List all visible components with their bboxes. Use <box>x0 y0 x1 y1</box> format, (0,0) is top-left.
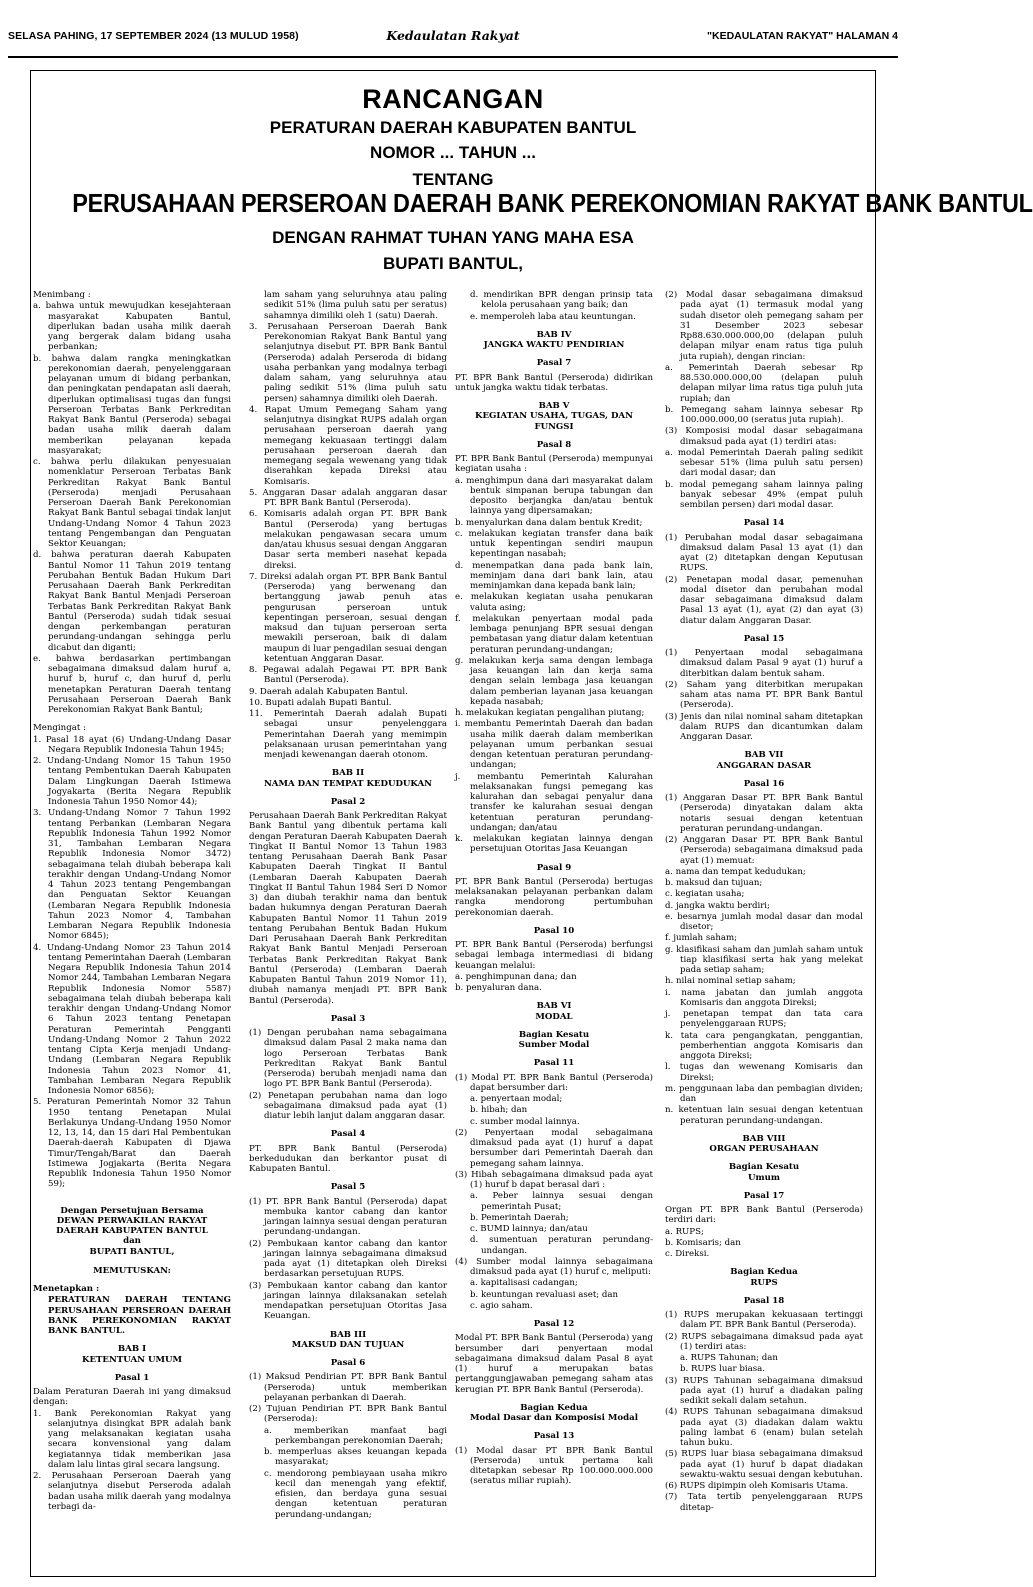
mengingat-2: 2. Undang-Undang Nomor 15 Tahun 1950 tentang Pembentukan Daerah Kabupaten Dalam Lingkungan Daerah Istimewa Jogyakarta (Berita Negara Republik Indonesia Tahun 1950 Nomor 44); <box>33 756 231 807</box>
definition-4: 4. Rapat Umum Pemegang Saham yang selanjutnya disingkat RUPS adalah organ perusahaan perseroan daerah yang memegang kekuasaan tertinggi dalam perusahaan perseroan daerah dan memegang segala wewenang yang tidak diserahkan kepada Direksi atau Komisaris. <box>249 404 447 487</box>
pasal-16-i: i. nama jabatan dan jumlah anggota Komisaris dan anggota Direksi; <box>665 987 863 1008</box>
pasal-18-ayat-4: (4) RUPS Tahunan sebagaimana dimaksud pada ayat (3) diadakan dalam waktu paling lambat 6 (enam) bulan setelah tahun buku. <box>665 1407 863 1448</box>
definition-7: 7. Direksi adalah organ PT. BPR Bank Bantul (Perseroda) yang berwenang dan bertanggung jawab penuh atas pengurusan perseroan untuk kepentingan perseroan, sesuai dengan maksud dan tujuan perseroan serta mewakili perseroan, baik di dalam maupun di luar pengadilan sesuai dengan ketentuan Anggaran Dasar. <box>249 571 447 664</box>
title-rahmat: DENGAN RAHMAT TUHAN YANG MAHA ESA <box>272 228 634 247</box>
pasal-6-ayat-2-c: c. mendorong pembiayaan usaha mikro kecil dan menengah yang efektif, efisien, dan berdaya guna sesuai dengan ketentuan peraturan perundang-undangan; <box>264 1468 447 1520</box>
definition-9: 9. Daerah adalah Kabupaten Bantul. <box>249 686 408 697</box>
pasal-14-ayat-1: (1) Perubahan modal dasar sebagaimana dimaksud dalam Pasal 13 ayat (1) dan ayat (2) ditetapkan dengan Keputusan RUPS. <box>665 532 863 574</box>
pasal-18-ayat-6: (6) RUPS dipimpin oleh Komisaris Utama. <box>665 1481 849 1491</box>
bagian-kesatu-umum-title: Umum <box>748 1172 780 1183</box>
pasal-16-m: m. penggunaan laba dan pembagian dividen; dan <box>665 1083 863 1104</box>
pasal-16-e: e. besarnya jumlah modal dasar dan modal disetor; <box>665 911 863 932</box>
pasal-11-ayat-4-a: a. kapitalisasi cadangan; <box>470 1278 578 1289</box>
pasal-16-b: b. maksud dan tujuan; <box>665 878 763 888</box>
bagian-kesatu-title: Sumber Modal <box>518 1040 590 1050</box>
pasal-13: Pasal 13 <box>533 1431 575 1442</box>
pasal-17-text: Organ PT. BPR Bank Bantul (Perseroda) terdiri dari: <box>665 1205 863 1226</box>
masthead <box>8 28 898 50</box>
title-tentang: TENTANG <box>412 170 494 189</box>
newspaper-logo: Kedaulatan Rakyat <box>386 28 520 43</box>
pasal-9-text: PT. BPR Bank Bantul (Perseroda) bertugas melaksanakan pelayanan perbankan dalam rangka mendorong pertumbuhan perekonomian daerah. <box>455 876 653 918</box>
pasal-7: Pasal 7 <box>536 358 572 369</box>
persetujuan-line-3: DAERAH KABUPATEN BANTUL <box>56 1226 208 1236</box>
title-subject: PERUSAHAAN PERSEROAN DAERAH BANK PEREKONOMIAN RAKYAT BANK BANTUL <box>72 188 1033 218</box>
pasal-3-ayat-1: (1) Dengan perubahan nama sebagaimana dimaksud dalam Pasal 2 maka nama dan logo Perseroan Terbatas Bank Perkreditan Rakyat Bank Bantul (Perseroda) berubah menjadi nama dan logo PT. BPR Bank Bantul (Perseroda). <box>249 1028 447 1090</box>
column-4 <box>665 290 863 1576</box>
pasal-13-ayat-3: (3) Komposisi modal dasar sebagaimana dimaksud pada ayat (1) terdiri atas: <box>665 426 863 447</box>
persetujuan-line-2: DEWAN PERWAKILAN RAKYAT <box>56 1215 208 1226</box>
menimbang-d: d. bahwa peraturan daerah Kabupaten Bantul Nomor 11 Tahun 2019 tentang Perubahan Bentuk Badan Hukum Dari Perusahaan Daerah Bank Perkreditan Rakyat Bank Bantul Menjadi Perseroan Terbatas Bank Perkreditan Rakyat Bank Bantul (Perseroda) sudah tidak sesuai dengan perkembangan peraturan perundang-undangan sehingga perlu dicabut dan diganti; <box>33 550 231 653</box>
pasal-11-ayat-2: (2) Penyertaan modal sebagaimana dimaksud pada ayat (1) huruf a dapat bersumber dari Pemerintah Daerah dan pemegang saham lainnya. <box>455 1127 653 1169</box>
definition-8: 8. Pegawai adalah Pegawai PT. BPR Bank Bantul (Perseroda). <box>249 665 447 686</box>
pasal-1: Pasal 1 <box>114 1372 150 1383</box>
pasal-8-d: d. menempatkan dana pada bank lain, meminjam dana dari bank lain, atau meminjamkan dana kepada bank lain; <box>455 560 653 591</box>
mengingat-4: 4. Undang-Undang Nomor 23 Tahun 2014 tentang Pemerintahan Daerah (Lembaran Negara Republik Indonesia Tahun 2014 Nomor 244, Tambahan Lembaran Negara Republik Indonesia Nomor 5587) sebagaimana telah diubah beberapa kali terakhir dengan Undang-Undang Nomor 6 Tahun 2023 tentang Penetapan Peraturan Pemerintah Pengganti Undang-Undang Nomor 2 Tahun 2022 tentang Cipta Kerja menjadi Undang-Undang (Lembaran Negara Republik Indonesia Tahun 2023 Nomor 41, Tambahan Lembaran Negara Republik Indonesia Nomor 6856); <box>33 942 231 1096</box>
persetujuan-line-4: dan <box>123 1236 141 1247</box>
pasal-6: Pasal 6 <box>330 1358 366 1368</box>
title-bupati: BUPATI BANTUL, <box>382 254 524 273</box>
mengingat-label: Mengingat : <box>33 723 86 734</box>
pasal-8-k: k. melakukan kegiatan lainnya dengan persetujuan Otoritas Jasa Keuangan <box>455 834 653 855</box>
pasal-16-a: a. nama dan tempat kedudukan; <box>665 866 806 877</box>
pasal-15: Pasal 15 <box>743 633 785 644</box>
pasal-17-a: a. RUPS; <box>665 1226 704 1237</box>
pasal-2: Pasal 2 <box>330 796 366 807</box>
pasal-9: Pasal 9 <box>536 862 572 873</box>
pasal-11-ayat-1: (1) Modal PT. BPR Bank Bantul (Perseroda) dapat bersumber dari: <box>455 1072 653 1093</box>
column-3 <box>455 290 653 1576</box>
pasal-11-ayat-1-b: b. hibah; dan <box>470 1105 528 1116</box>
bagian-kesatu: Bagian Kesatu <box>518 1029 590 1040</box>
pasal-18-ayat-1: (1) RUPS merupakan kekuasaan tertinggi dalam PT. BPR Bank Bantul (Perseroda). <box>665 1310 863 1331</box>
pasal-15-ayat-2: (2) Saham yang diterbitkan merupakan saham atas nama PT. BPR Bank Bantul (Perseroda). <box>665 679 863 711</box>
pasal-15-ayat-3: (3) Jenis dan nilai nominal saham ditetapkan dalam RUPS dan dicantumkan dalam Anggaran Dasar. <box>665 711 863 742</box>
pasal-11-ayat-3-b: b. Pemerintah Daerah; <box>470 1212 569 1223</box>
pasal-16-c: c. kegiatan usaha; <box>665 889 745 900</box>
pasal-17-b: b. Komisaris; dan <box>665 1237 741 1248</box>
pasal-16-f: f. jumlah saham; <box>665 933 738 944</box>
column-1 <box>33 290 231 1576</box>
pasal-10-text: PT. BPR Bank Bantul (Perseroda) berfungsi sebagai lembaga intermediasi di bidang keuangan melalui: <box>455 940 653 971</box>
menimbang-e: e. bahwa berdasarkan pertimbangan sebagaimana dimaksud dalam huruf a, huruf b, huruf c, dan huruf d, perlu menetapkan Peraturan Daerah tentang Perusahaan Perseroan Daerah Bank Perekonomian Rakyat Bank Bantul; <box>33 653 231 715</box>
pasal-17: Pasal 17 <box>743 1190 785 1201</box>
bab-8-title: ORGAN PERUSAHAAN <box>709 1144 819 1154</box>
pasal-18-ayat-7: (7) Tata tertib penyelenggaraan RUPS ditetap- <box>665 1492 863 1513</box>
pasal-5-ayat-3: (3) Pembukaan kantor cabang dan kantor jaringan lainnya dilaksanakan setelah mendapatkan persetujuan Otoritas Jasa Keuangan. <box>249 1280 447 1322</box>
pasal-13-ayat-1: (1) Modal dasar PT BPR Bank Bantul (Perseroda) untuk pertama kali ditetapkan sebesar Rp 100.000.000.000 (seratus miliar rupiah). <box>455 1445 653 1487</box>
bab-3-title: MAKSUD DAN TUJUAN <box>291 1339 405 1350</box>
pasal-13-ayat-3-b: b. modal pemegang saham lainnya paling banyak sebesar 49% (empat puluh sembilan persen) dari modal dasar. <box>665 479 863 510</box>
pasal-8-c: c. melakukan kegiatan transfer dana baik untuk kepentingan sendiri maupun kepentingan nasabah; <box>455 528 653 560</box>
pasal-3: Pasal 3 <box>330 1013 366 1024</box>
definition-2: 2. Perusahaan Perseroan Daerah yang selanjutnya disebut Perseroda adalah badan usaha milik daerah yang modalnya terbagi da- <box>33 1471 231 1512</box>
bab-2-title: NAMA DAN TEMPAT KEDUDUKAN <box>263 778 433 789</box>
persetujuan-line-1: Dengan Persetujuan Bersama <box>60 1205 204 1216</box>
definition-6: 6. Komisaris adalah organ PT. BPR Bank Bantul (Perseroda) yang bertugas melakukan pengawasan secara umum dan/atau khusus sesuai dengan Anggaran Dasar serta memberi nasehat kepada direksi. <box>249 509 447 571</box>
pasal-16-ayat-2: (2) Anggaran Dasar PT. BPR Bank Bantul (Perseroda) sebagaimana dimaksud pada ayat (1) memuat: <box>665 835 863 866</box>
pasal-16-l: l. tugas dan wewenang Komisaris dan Direksi; <box>665 1062 863 1083</box>
pasal-13-ayat-2-b: b. Pemegang saham lainnya sebesar Rp 100.000.000,00 (seratus juta rupiah). <box>665 404 863 425</box>
definition-10: 10. Bupati adalah Bupati Bantul. <box>249 697 392 708</box>
bab-4-title: JANGKA WAKTU PENDIRIAN <box>483 340 625 350</box>
menetapkan-text: PERATURAN DAERAH TENTANG PERUSAHAAN PERSEROAN DAERAH BANK PEREKONOMIAN RAKYAT BANK BANTUL. <box>48 1295 231 1336</box>
pasal-16-d: d. jangka waktu berdiri; <box>665 900 770 911</box>
bab-4: BAB IV <box>536 329 572 340</box>
bab-1: BAB I <box>117 1344 147 1355</box>
title-peraturan: PERATURAN DAERAH KABUPATEN BANTUL <box>269 118 637 137</box>
pasal-16-g: g. klasifikasi saham dan jumlah saham untuk tiap klasifikasi serta hak yang melekat pada setiap saham; <box>665 944 863 975</box>
pasal-6-ayat-2: (2) Tujuan Pendirian PT. BPR Bank Bantul (Perseroda): <box>249 1404 447 1425</box>
pasal-6-ayat-2-d: d. mendirikan BPR dengan prinsip tata kelola perusahaan yang baik; dan <box>470 290 653 311</box>
pasal-7-text: PT. BPR Bank Bantul (Perseroda) didirikan untuk jangka waktu tidak terbatas. <box>455 372 653 393</box>
pasal-16-h: h. nilai nominal setiap saham; <box>665 976 796 987</box>
pasal-11-ayat-3-a: a. Peber lainnya sesuai dengan pemerintah Pusat; <box>470 1191 653 1212</box>
pasal-16: Pasal 16 <box>743 778 785 789</box>
bagian-kedua: Bagian Kedua <box>520 1402 588 1413</box>
pasal-18: Pasal 18 <box>743 1295 785 1306</box>
bab-5: BAB V <box>538 401 570 411</box>
pasal-8-a: a. menghimpun dana dari masyarakat dalam bentuk simpanan berupa tabungan dan deposito berjangka dan/atau bentuk lainnya yang dipersamakan; <box>455 475 653 517</box>
pasal-13-ayat-2-a: a. Pemerintah Daerah sebesar Rp 88.530.000.000,00 (delapan puluh delapan milyar lima ratus tiga puluh juta rupiah; dan <box>665 362 863 404</box>
pasal-1-intro: Dalam Peraturan Daerah ini yang dimaksud dengan: <box>33 1387 231 1408</box>
pasal-8-i: i. membantu Pemerintah Daerah dan badan usaha milik daerah dalam memberikan pelayanan umum perbankan sesuai dengan ketentuan peraturan perundang-undangan; <box>455 719 653 771</box>
pasal-11-ayat-4-b: b. keuntungan revaluasi aset; dan <box>470 1289 619 1300</box>
pasal-11: Pasal 11 <box>533 1058 575 1069</box>
pasal-16-n: n. ketentuan lain sesuai dengan ketentuan peraturan perundang-undangan. <box>665 1105 863 1126</box>
pasal-11-ayat-4: (4) Sumber modal lainnya sebagaimana dimaksud pada ayat (1) huruf c, meliputi: <box>455 1256 653 1277</box>
pasal-11-ayat-3: (3) Hibah sebagaimana dimaksud pada ayat (1) huruf b dapat berasal dari : <box>455 1169 653 1190</box>
bab-3: BAB III <box>329 1329 367 1340</box>
body-columns <box>33 290 873 1576</box>
page-label: "KEDAULATAN RAKYAT" HALAMAN 4 <box>707 30 898 42</box>
definition-2-cont: lam saham yang seluruhnya atau paling sedikit 51% (lima puluh satu per seratus) sahamnya dimiliki oleh 1 (satu) Daerah. <box>264 290 447 321</box>
menimbang-b: b. bahwa dalam rangka meningkatkan perekonomian daerah, penyelenggaraan pelayanan umum di bidang perbankan, dan peningkatan pendapatan asli daerah, diperlukan optimalisasi tugas dan fungsi Perseroan Terbatas Bank Perkreditan Rakyat Bank Bantul (Perseroda) sebagai badan usaha milik daerah dalam memberikan pelayanan kepada masyarakat; <box>33 353 231 456</box>
menimbang-c: c. bahwa perlu dilakukan penyesuaian nomenklatur Perseroan Terbatas Bank Perkreditan Rakyat Bank Bantul (Perseroda) menjadi Perusahaan Perseroan Daerah Bank Perekonomian Rakyat Bank Bantul sebagai tindak lanjut Undang-Undang Nomor 4 Tahun 2023 tentang Pengembangan dan Penguatan Sektor Keuangan; <box>33 457 231 549</box>
pasal-11-ayat-1-a: a. penyertaan modal; <box>470 1094 563 1104</box>
bagian-kedua-rups-title: RUPS <box>750 1277 778 1288</box>
pasal-10: Pasal 10 <box>533 925 575 936</box>
pasal-18-ayat-2: (2) RUPS sebagaimana dimaksud pada ayat (1) terdiri atas: <box>665 1331 863 1352</box>
bab-7: BAB VII <box>744 750 784 761</box>
bab-5-title: KEGIATAN USAHA, TUGAS, DAN FUNGSI <box>475 411 633 432</box>
bab-1-title: KETENTUAN UMUM <box>82 1354 182 1365</box>
persetujuan-line-5: BUPATI BANTUL, <box>89 1246 175 1257</box>
pasal-5-ayat-1: (1) PT. BPR Bank Bantul (Perseroda) dapat membuka kantor cabang dan kantor jaringan lainnya sesuai dengan peraturan perundang-undangan. <box>249 1196 447 1238</box>
pasal-2-text: Perusahaan Daerah Bank Perkreditan Rakyat Bank Bantul yang dibentuk pertama kali dengan Peraturan Daerah Kabupaten Daerah Tingkat II Bantul Nomor 13 Tahun 1983 tentang Perusahaan Daerah Bank Pasar Kabupaten Daerah Tingkat II Bantul (Lembaran Daerah Kabupaten Daerah Tingkat II Bantul Tahun 1984 Seri D Nomor 3) dan diubah terakhir nama dan bentuk badan hukumnya dengan Peraturan Daerah Kabupaten Bantul Nomor 11 Tahun 2019 tentang Perubahan Bentuk Badan Hukum Dari Perusahaan Daerah Bank Perkreditan Rakyat Bank Bantul Menjadi Perseroan Terbatas Bank Perkreditan Rakyat Bank Bantul (Perseroda) (Lembaran Daerah Kabupaten Bantul Tahun 2019 Nomor 11), diubah namanya menjadi PT. BPR Bank Bantul (Perseroda). <box>249 811 447 1006</box>
definition-1: 1. Bank Perekonomian Rakyat yang selanjutnya disingkat BPR adalah bank yang melaksanakan kegiatan usaha secara konvensional yang dalam kegiatannya tidak memberikan jasa dalam lalu lintas giral secara langsung. <box>33 1408 231 1470</box>
pasal-8-intro: PT. BPR Bank Bantul (Perseroda) mempunyai kegiatan usaha : <box>455 454 653 475</box>
pasal-4: Pasal 4 <box>330 1129 366 1140</box>
definition-11: 11. Pemerintah Daerah adalah Bupati sebagai unsur penyelenggara Pemerintahan Daerah yang memimpin pelaksanaan urusan pemerintahan yang menjadi kewenangan daerah otonom. <box>249 709 447 760</box>
pasal-15-ayat-1: (1) Penyertaan modal sebagaimana dimaksud dalam Pasal 9 ayat (1) huruf a diterbitkan dalam bentuk saham. <box>665 648 863 679</box>
pasal-13-ayat-3-a: a. modal Pemerintah Daerah paling sedikit sebesar 51% (lima puluh satu persen) dari modal dasar; dan <box>665 447 863 479</box>
menimbang-a: a. bahwa untuk mewujudkan kesejahteraan masyarakat Kabupaten Bantul, diperlukan badan usaha milik daerah yang bergerak dalam bidang usaha perbankan; <box>33 301 231 353</box>
pasal-16-j: j. penetapan tempat dan tata cara penyelenggaraan RUPS; <box>665 1009 863 1030</box>
menetapkan-label: Menetapkan : <box>33 1284 100 1294</box>
pasal-5: Pasal 5 <box>330 1182 366 1193</box>
pasal-18-ayat-3: (3) RUPS Tahunan sebagaimana dimaksud pada ayat (1) huruf a diadakan paling sedikit sekali dalam setahun. <box>665 1375 863 1406</box>
pasal-13-ayat-2: (2) Modal dasar sebagaimana dimaksud pada ayat (1) termasuk modal yang sudah disetor oleh pemegang saham per 31 Desember 2023 sebesar Rp88.630.000.000,00 (delapan puluh delapan milyar enam ratus tiga puluh juta rupiah), dengan rincian: <box>665 290 863 362</box>
menimbang-label: Menimbang : <box>33 290 91 300</box>
mengingat-1: 1. Pasal 18 ayat (6) Undang-Undang Dasar Negara Republik Indonesia Tahun 1945; <box>33 734 231 755</box>
title-nomor: NOMOR ... TAHUN ... <box>370 143 536 162</box>
bab-6: BAB VI <box>536 1001 572 1012</box>
definition-5: 5. Anggaran Dasar adalah anggaran dasar PT. BPR Bank Bantul (Perseroda). <box>249 487 447 508</box>
pasal-6-ayat-1: (1) Maksud Pendirian PT. BPR Bank Bantul (Perseroda) untuk memberikan pelayanan perbankan di Daerah. <box>249 1372 447 1403</box>
pasal-8: Pasal 8 <box>536 439 572 450</box>
pasal-8-e: e. melakukan kegiatan usaha penukaran valuta asing; <box>455 592 653 613</box>
issue-date: SELASA PAHING, 17 SEPTEMBER 2024 (13 MULUD 1958) <box>8 30 299 42</box>
pasal-10-a: a. penghimpunan dana; dan <box>455 971 577 982</box>
pasal-8-g: g. melakukan kerja sama dengan lembaga jasa keuangan lain dan kerja sama dengan selain lembaga jasa keuangan dalam pemberian layanan jasa keuangan kepada nasabah; <box>455 655 653 707</box>
pasal-8-j: j. membantu Pemerintah Kalurahan melaksanakan fungsi pemegang kas kalurahan dan sebagai penyalur dana transfer ke kalurahan sesuai dengan ketentuan peraturan perundang-undangan; dan/atau <box>455 771 653 833</box>
pasal-8-f: f. melakukan penyertaan modal pada lembaga penunjang BPR sesuai dengan pembatasan yang diatur dalam ketentuan peraturan perundang-undangan; <box>455 613 653 655</box>
pasal-6-ayat-2-b: b. memperluas akses keuangan kepada masyarakat; <box>264 1447 447 1468</box>
bab-7-title: ANGGARAN DASAR <box>716 760 812 771</box>
pasal-8-h: h. melakukan kegiatan pengalihan piutang; <box>455 708 645 718</box>
pasal-16-ayat-1: (1) Anggaran Dasar PT. BPR Bank Bantul (Perseroda) dinyatakan dalam akta notaris sesuai dengan ketentuan peraturan perundang-undangan. <box>665 793 863 834</box>
pasal-11-ayat-3-c: c. BUMD lainnya; dan/atau <box>470 1224 588 1234</box>
pasal-6-ayat-2-e: e. memperoleh laba atau keuntungan. <box>470 311 636 322</box>
mengingat-5: 5. Peraturan Pemerintah Nomor 32 Tahun 1950 tentang Penetapan Mulai Berlakunya Undang-Undang 1950 Nomor 12, 13, 14, dan 15 dari Hal Pembentukan Daerah-daerah Kabupaten di Djawa Timur/Tengah/Barat dan Daerah Istimewa Jogjakarta (Berita Negara Republik Indonesia Tahun 1950 Nomor 59); <box>33 1097 231 1190</box>
masthead-rule <box>8 56 898 58</box>
bab-8: BAB VIII <box>742 1133 786 1144</box>
pasal-12: Pasal 12 <box>533 1319 575 1329</box>
pasal-18-ayat-2-b: b. RUPS luar biasa. <box>680 1364 765 1375</box>
pasal-18-ayat-5: (5) RUPS luar biasa sebagaimana dimaksud pada ayat (1) huruf b dapat diadakan sewaktu-waktu sesuai dengan kebutuhan. <box>665 1449 863 1480</box>
pasal-14-ayat-2: (2) Penetapan modal dasar, pemenuhan modal disetor dan perubahan modal dasar sebagaimana dimaksud dalam Pasal 13 ayat (1), ayat (2) dan ayat (3) diatur dalam Anggaran Dasar. <box>665 574 863 626</box>
pasal-18-ayat-2-a: a. RUPS Tahunan; dan <box>680 1353 778 1363</box>
definition-3: 3. Perusahaan Perseroan Daerah Bank Perekonomian Rakyat Bank Bantul yang selanjutnya disebut PT. BPR Bank Bantul (Perseroda) adalah Perseroda di bidang usaha perbankan yang modalnya terbagi dalam saham, yang seluruhnya atau paling sedikit 51% (lima puluh satu persen) sahamnya dimiliki oleh Daerah. <box>249 321 447 404</box>
pasal-14: Pasal 14 <box>743 518 785 529</box>
title-rancangan: RANCANGAN <box>362 84 544 114</box>
pasal-8-b: b. menyalurkan dana dalam bentuk Kredit; <box>455 517 643 528</box>
pasal-11-ayat-4-c: c. agio saham. <box>470 1300 533 1311</box>
pasal-6-ayat-2-a: a. memberikan manfaat bagi perkembangan perekonomian Daerah; <box>264 1425 447 1446</box>
pasal-5-ayat-2: (2) Pembukaan kantor cabang dan kantor jaringan lainnya sebagaimana dimaksud pada ayat (1) ditetapkan oleh Direksi berdasarkan persetujuan RUPS. <box>249 1238 447 1280</box>
pasal-12-text: Modal PT. BPR Bank Bantul (Perseroda) yang bersumber dari penyertaan modal sebagaimana dimaksud dalam Pasal 8 ayat (1) huruf a merupakan batas pertanggungjawaban pemegang saham atas kerugian PT. BPR Bank Bantul (Perseroda). <box>455 1333 653 1395</box>
pasal-10-b: b. penyaluran dana. <box>455 983 542 993</box>
pasal-4-text: PT. BPR Bank Bantul (Perseroda) berkedudukan dan berkantor pusat di Kabupaten Bantul. <box>249 1143 447 1174</box>
bab-6-title: MODAL <box>535 1011 573 1022</box>
bagian-kedua-title: Modal Dasar dan Komposisi Modal <box>470 1413 638 1423</box>
column-2 <box>249 290 447 1576</box>
pasal-11-ayat-3-d: d. sumentuan peraturan perundang-undangan. <box>470 1235 653 1256</box>
memutuskan: MEMUTUSKAN: <box>93 1265 171 1276</box>
pasal-3-ayat-2: (2) Penetapan perubahan nama dan logo sebagaimana dimaksud pada ayat (1) diatur lebih lanjut dalam anggaran dasar. <box>249 1090 447 1121</box>
pasal-17-c: c. Direksi. <box>665 1249 710 1259</box>
pasal-16-k: k. tata cara pengangkatan, penggantian, pemberhentian anggota Komisaris dan anggota Direksi; <box>665 1030 863 1061</box>
bab-2: BAB II <box>331 768 365 779</box>
bagian-kedua-rups: Bagian Kedua <box>730 1267 798 1278</box>
pasal-11-ayat-1-c: c. sumber modal lainnya. <box>470 1116 580 1127</box>
mengingat-3: 3. Undang-Undang Nomor 7 Tahun 1992 tentang Perbankan (Lembaran Negara Republik Indonesia Tahun 1992 Nomor 31, Tambahan Lembaran Negara Republik Indonesia Nomor 3472) sebagaimana telah diubah beberapa kali terakhir dengan Undang-Undang Nomor 4 Tahun 2023 tentang Pengembangan dan Penguatan Sektor Keuangan (Lembaran Negara Republik Indonesia Tahun 2023 Nomor 4, Tambahan Lembaran Negara Republik Indonesia Nomor 6845); <box>33 808 231 942</box>
bagian-kesatu-umum: Bagian Kesatu <box>728 1162 800 1173</box>
